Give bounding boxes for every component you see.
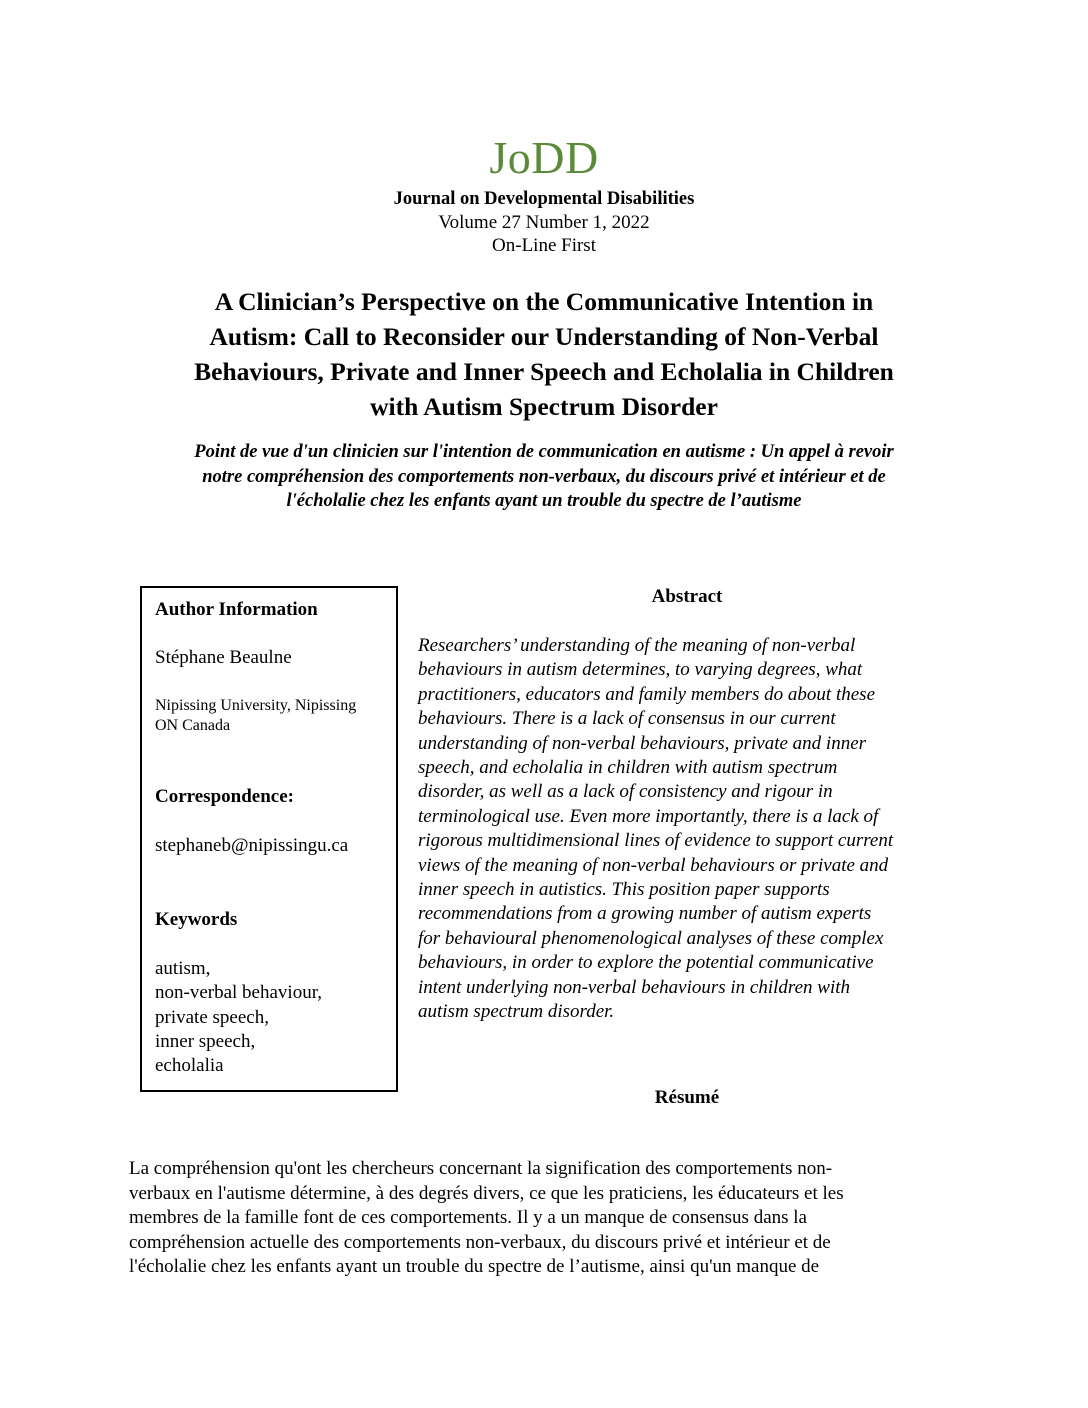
keyword-item: echolalia	[155, 1055, 224, 1076]
keyword-item: inner speech,	[155, 1031, 256, 1052]
author-name: Stéphane Beaulne	[155, 647, 292, 668]
author-affiliation-line: ON Canada	[155, 717, 231, 734]
abstract-line: terminological use. Even more importantly, there is a lack of	[418, 805, 879, 827]
keywords-heading: Keywords	[155, 909, 238, 930]
abstract-line: speech, and echolalia in children with autism spectrum	[418, 757, 838, 779]
title-line: Point de vue d'un clinicien sur l'intention de communication en autisme : Un appel à revoir	[194, 442, 894, 462]
resume-line: membres de la famille font de ces comportements. Il y a un manque de consensus dans la	[129, 1207, 807, 1229]
abstract-line: recommendations from a growing number of autism experts	[418, 903, 872, 925]
abstract-body	[418, 634, 893, 1025]
author-affiliation-line: Nipissing University, Nipissing	[155, 697, 357, 714]
journal-status: On-Line First	[492, 235, 596, 256]
abstract-line: autism spectrum disorder.	[418, 1001, 615, 1023]
author-information-box	[140, 586, 398, 1092]
correspondence-heading: Correspondence:	[155, 786, 294, 807]
journal-volume: Volume 27 Number 1, 2022	[438, 212, 650, 233]
abstract-line: intent underlying non-verbal behaviours in children with	[418, 976, 851, 998]
journal-name: Journal on Developmental Disabilities	[393, 189, 695, 209]
resume-line: compréhension actuelle des comportements non-verbaux, du discours privé et intérieur et de	[129, 1231, 831, 1253]
abstract-line: inner speech in autistics. This position paper supports	[418, 879, 830, 901]
abstract-line: behaviours, in order to explore the potential communicative	[418, 952, 874, 974]
resume-line: verbaux en l'autisme détermine, à des degrés divers, ce que les praticiens, les éducateurs et les	[129, 1182, 844, 1204]
abstract-line: practitioners, educators and family members do about these	[418, 683, 876, 705]
keyword-item: private speech,	[155, 1007, 269, 1028]
resume-heading: Résumé	[654, 1087, 720, 1108]
title-line: l'écholalie chez les enfants ayant un trouble du spectre de l’autisme	[286, 491, 802, 511]
resume-line: La compréhension qu'ont les chercheurs concernant la signification des comportements non-	[129, 1158, 833, 1179]
keyword-item: non-verbal behaviour,	[155, 982, 323, 1003]
abstract-line: disorder, as well as a lack of consistency and rigour in	[418, 781, 833, 803]
author-info-heading: Author Information	[155, 599, 318, 620]
abstract-line: views of the meaning of non-verbal behaviours or private and	[418, 854, 889, 876]
journal-logo: JoDD	[489, 132, 599, 183]
title-line: A Clinician’s Perspective on the Communicative Intention in	[214, 287, 874, 316]
abstract-line: rigorous multidimensional lines of evidence to support current	[418, 830, 894, 852]
title-line: Behaviours, Private and Inner Speech and Echolalia in Children	[194, 357, 894, 386]
keyword-item: autism,	[155, 958, 211, 979]
title-line: with Autism Spectrum Disorder	[370, 392, 718, 421]
resume-line: l'écholalie chez les enfants ayant un trouble du spectre de l’autisme, ainsi qu'un manque de	[129, 1256, 820, 1278]
abstract-line: behaviours in autism determines, to varying degrees, what	[418, 659, 863, 681]
abstract-line: for behavioural phenomenological analyses of these complex	[418, 927, 884, 949]
abstract-line: behaviours. There is a lack of consensus in our current	[418, 708, 836, 730]
title-line: notre compréhension des comportements non-verbaux, du discours privé et intérieur et de	[202, 466, 886, 487]
title-line: Autism: Call to Reconsider our Understanding of Non-Verbal	[209, 322, 879, 351]
correspondence-email: stephaneb@nipissingu.ca	[155, 835, 349, 856]
abstract-heading: Abstract	[651, 586, 723, 607]
abstract-line: Researchers’ understanding of the meaning of non-verbal	[418, 635, 856, 656]
article-title-french	[0, 440, 1088, 514]
resume-body	[129, 1157, 844, 1280]
article-title-english	[0, 284, 1088, 424]
abstract-line: understanding of non-verbal behaviours, private and inner	[418, 732, 867, 754]
